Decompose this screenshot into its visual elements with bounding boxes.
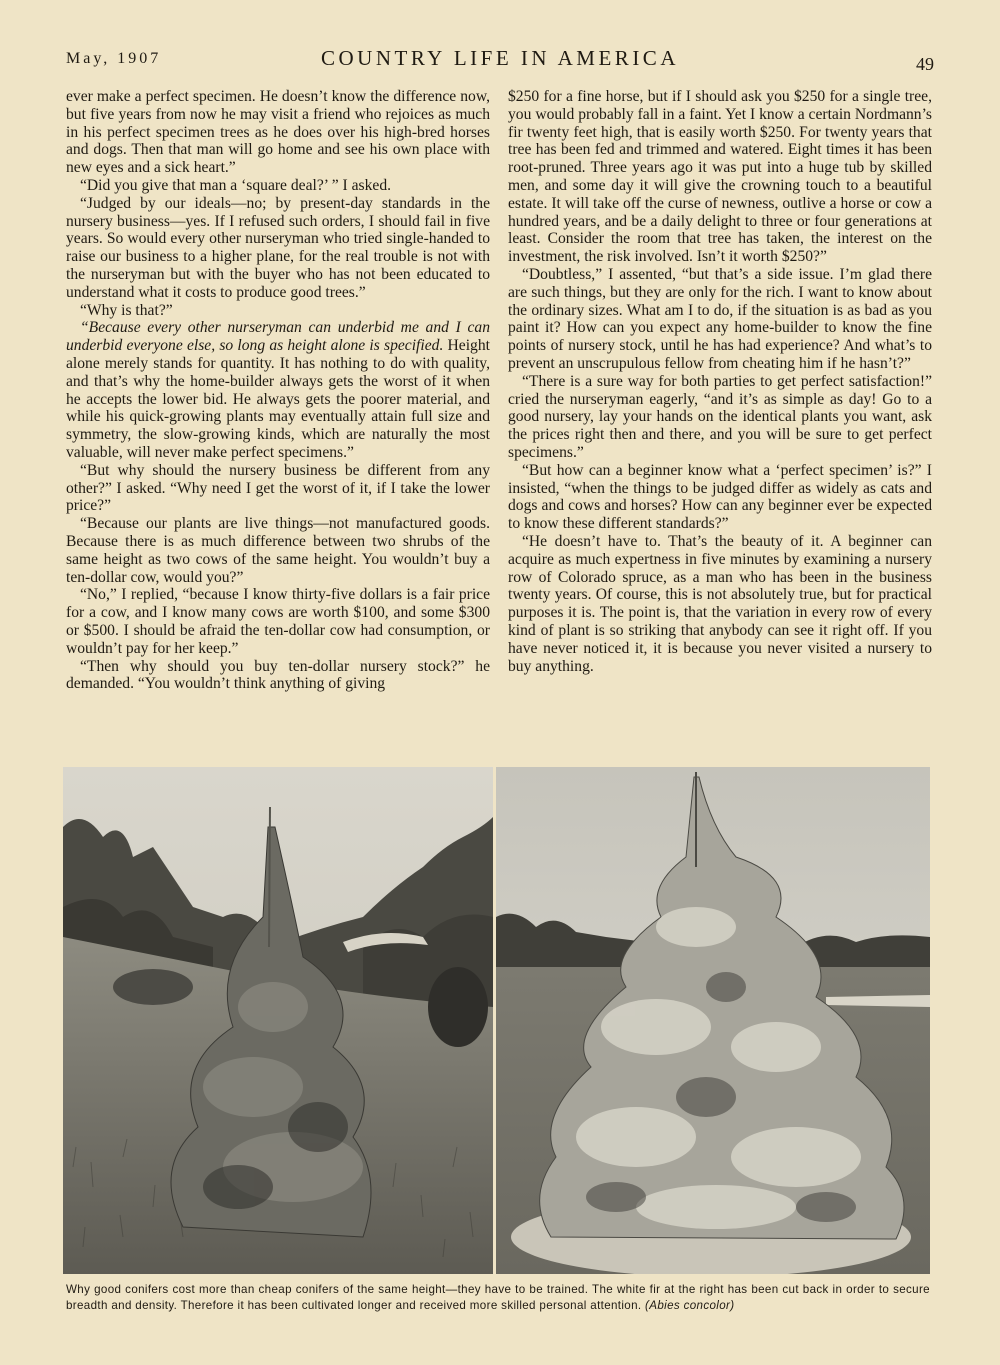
paragraph: “Then why should you buy ten-dollar nursery stock?” he demanded. “You wouldn’t think anything of giving (66, 657, 490, 693)
photo-caption (66, 1282, 930, 1314)
white-fir-image (496, 767, 930, 1274)
paragraph-text: Height alone merely stands for quantity. It has nothing to do with quality, and that’s why the home-builder always gets the worst of it when he accepts the lower bid. He always gets the poorer material, and while his quick-growing plants may eventually attain full size and symmetry, the slow-growing kinds, which are naturally the most valuable, will never make perfect specimens.” (66, 337, 490, 461)
right-text-column (508, 88, 932, 675)
photo-white-fir (496, 767, 930, 1274)
paragraph: “He doesn’t have to. That’s the beauty of it. A beginner can acquire as much expertness in five minutes by examining a nursery row of Colorado spruce, as a man who has been in the business twenty years. Of course, this is not absolutely true, but for practical purposes it is. The point is, that the variation in every row of every kind of plant is so striking that anybody can see it right off. If you have never noticed it, it is because you never visited a nursery to buy anything. (508, 532, 932, 675)
left-text-column (66, 88, 490, 693)
italic-quote: “Because every other nurseryman can underbid me and I can underbid everyone else, so long as height alone is specified. (66, 319, 490, 355)
paragraph: “Doubtless,” I assented, “but that’s a side issue. I’m glad there are such things, but they are only for the rich. I want to know about the ordinary sizes. What am I to do, if the situation is as bad as you paint it? How can you expect any home-builder to know the fine points of nursery stock, until he has had experience? And what’s to prevent an unscrupulous fellow from cheating him if he hasn’t?” (508, 265, 932, 372)
caption-text: Why good conifers cost more than cheap conifers of the same height—they have to be trained. The white fir at the right has been cut back in order to secure breadth and density. Therefore it has been cultivated longer and received more skilled personal attention. (66, 1283, 930, 1312)
paragraph: ever make a perfect specimen. He doesn’t know the difference now, but five years from now he may visit a friend who rejoices as much in his perfect specimen trees as he does over his high-bred horses and dogs. Then that man will go home and see his own place with new eyes and a sick heart.” (66, 88, 490, 177)
paragraph (66, 319, 490, 461)
paragraph: “Did you give that man a ‘square deal?’ ” I asked. (80, 176, 392, 194)
magazine-title: COUNTRY LIFE IN AMERICA (321, 46, 679, 70)
untrained-conifer-image (63, 767, 493, 1274)
paragraph: “Why is that?” (80, 301, 173, 319)
page-number: 49 (916, 54, 934, 74)
paragraph: “No,” I replied, “because I know thirty-five dollars is a fair price for a cow, and I know many cows are worth $100, and some $300 or $500. I should be afraid the ten-dollar cow had consumption, or wouldn’t pay for her keep.” (66, 586, 490, 657)
paragraph: “Because our plants are live things—not manufactured goods. Because there is as much difference between two shrubs of the same height as two cows of the same height. You wouldn’t buy a ten-dollar cow, would you?” (66, 515, 490, 586)
paragraph: “But how can a beginner know what a ‘perfect specimen’ is?” I insisted, “when the things to be judged differ as widely as cats and dogs and cows and horses? How can any beginner ever be expected to know these different standards?” (508, 461, 932, 533)
paragraph: “There is a sure way for both parties to get perfect satisfaction!” cried the nurseryman eagerly, “and it’s as simple as day! Go to a good nursery, lay your hands on the identical plants you want, ask the prices right then and there, and you will be sure to get perfect specimens.” (508, 372, 932, 461)
paragraph: “Judged by our ideals—no; by present-day standards in the nursery business—yes. If I refused such orders, I should fail in five years. So would every other nurseryman who tried single-handed to raise our business to a higher plane, for the real trouble is not with the nurseryman but with the buyer who has not been educated to understand what it costs to produce good trees.” (66, 194, 490, 301)
paragraph: $250 for a fine horse, but if I should ask you $250 for a single tree, you would probably fall in a faint. Yet I know a certain Nordmann’s fir twenty feet high, that is easily worth $250. For twenty years that tree has been fed and trimmed and watered. Eight times it has been root-pruned. Three years ago it was put into a huge tub by skilled men, and some day it will give the crowning touch to a beautiful estate. It will take off the curse of newness, outlive a horse or cow a hundred years, and be a daily delight to three or four generations at least. Consider the room that tree has taken, the interest on the investment, the risk involved. Isn’t it worth $250?” (508, 88, 932, 266)
paragraph: “But why should the nursery business be different from any other?” I asked. “Why need I get the worst of it, if I take the lower price?” (66, 461, 490, 515)
caption-scientific-name: (Abies concolor) (645, 1299, 735, 1312)
photo-untrained-conifer (63, 767, 493, 1274)
issue-date: May, 1907 (66, 50, 162, 67)
